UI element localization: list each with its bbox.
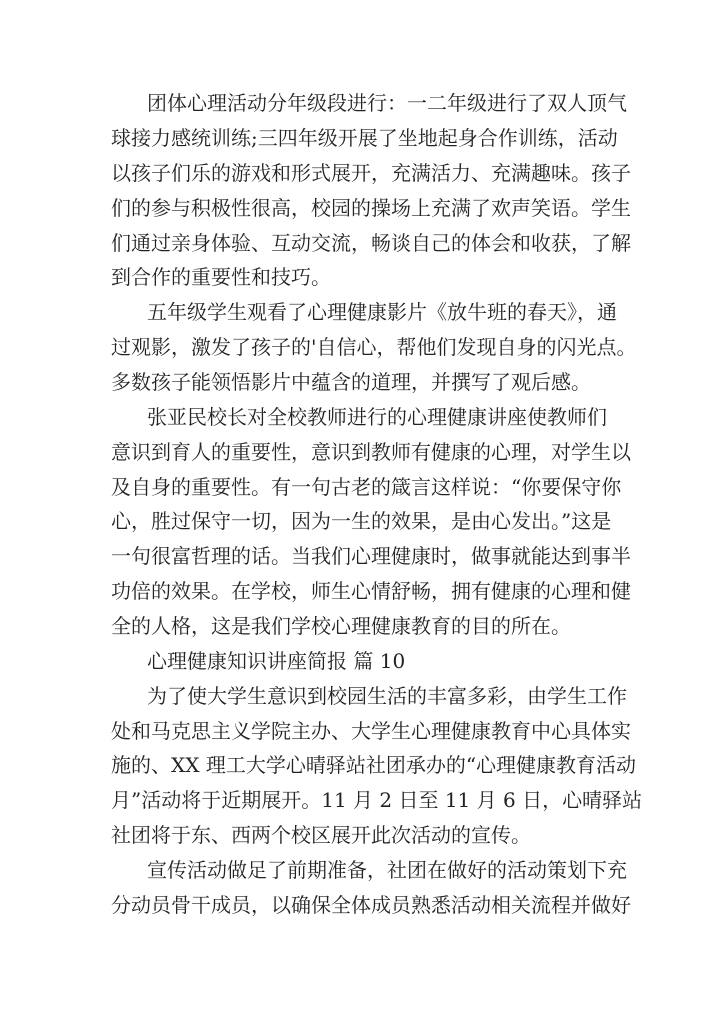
paragraph-line: 一句很富哲理的话。当我们心理健康时，做事就能达到事半 <box>111 544 631 568</box>
paragraph-line: 意识到育人的重要性，意识到教师有健康的心理，对学生以 <box>111 440 631 464</box>
paragraph-line: 张亚民校长对全校教师进行的心理健康讲座使教师们 <box>147 405 607 429</box>
paragraph-line: 月”活动将于近期展开。11 月 2 日至 11 月 6 日，心晴驿站 <box>111 788 643 812</box>
paragraph-line: 球接力感统训练;三四年级开展了坐地起身合作训练，活动 <box>111 126 618 150</box>
paragraph-line: 心，胜过保守一切，因为一生的效果，是由心发出。”这是 <box>111 509 612 533</box>
paragraph-line: 宣传活动做足了前期准备，社团在做好的活动策划下充 <box>147 858 627 882</box>
paragraph-line: 团体心理活动分年级段进行：一二年级进行了双人顶气 <box>147 91 627 115</box>
paragraph-line: 五年级学生观看了心理健康影片《放牛班的春天》，通 <box>147 300 617 324</box>
paragraph-line: 施的、XX 理工大学心晴驿站社团承办的“心理健康教育活动 <box>111 753 637 777</box>
paragraph-line: 社团将于东、西两个校区展开此次活动的宣传。 <box>111 823 531 847</box>
paragraph-line: 功倍的效果。在学校，师生心情舒畅，拥有健康的心理和健 <box>111 579 631 603</box>
section-heading: 心理健康知识讲座简报 篇 10 <box>147 649 406 673</box>
paragraph-line: 到合作的重要性和技巧。 <box>111 265 331 289</box>
paragraph-line: 为了使大学生意识到校园生活的丰富多彩，由学生工作 <box>147 684 627 708</box>
paragraph-line: 分动员骨干成员，以确保全体成员熟悉活动相关流程并做好 <box>111 893 631 917</box>
paragraph-line: 多数孩子能领悟影片中蕴含的道理，并撰写了观后感。 <box>111 370 591 394</box>
paragraph-line: 们的参与积极性很高，校园的操场上充满了欢声笑语。学生 <box>111 196 631 220</box>
paragraph-line: 过观影，激发了孩子的'自信心，帮他们发现自身的闪光点。 <box>111 335 637 359</box>
paragraph-line: 处和马克思主义学院主办、大学生心理健康教育中心具体实 <box>111 719 631 743</box>
paragraph-line: 全的人格，这是我们学校心理健康教育的目的所在。 <box>111 614 571 638</box>
paragraph-line: 及自身的重要性。有一句古老的箴言这样说：“你要保守你 <box>111 475 622 499</box>
paragraph-line: 们通过亲身体验、互动交流，畅谈自己的体会和收获，了解 <box>111 231 631 255</box>
paragraph-line: 以孩子们乐的游戏和形式展开，充满活力、充满趣味。孩子 <box>111 161 631 185</box>
